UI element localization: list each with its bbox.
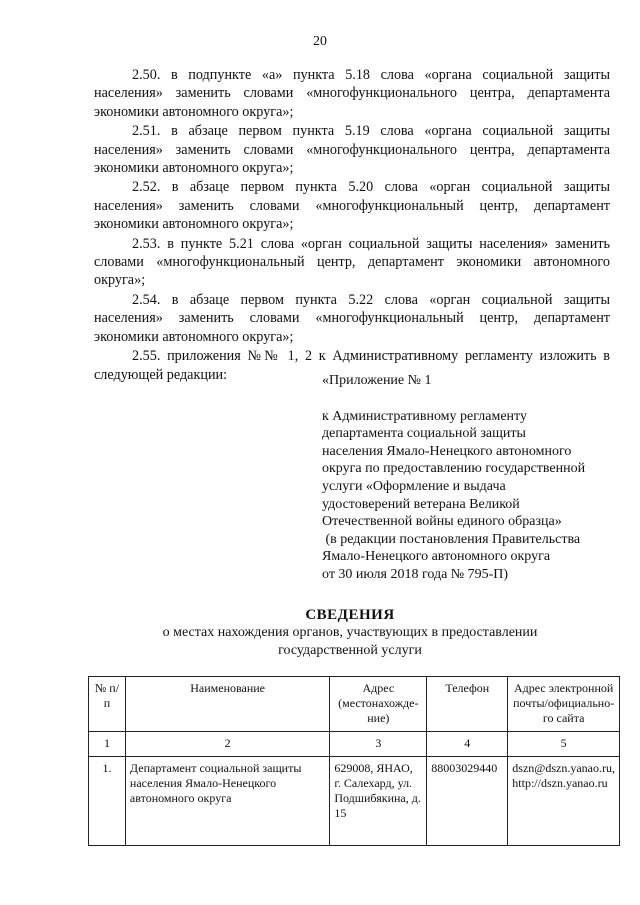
column-number: 4 xyxy=(427,732,508,757)
heading-title: СВЕДЕНИЯ xyxy=(305,607,395,623)
appendix-line: населения Ямало-Ненецкого автономного xyxy=(322,443,572,459)
appendix-title: «Приложение № 1 xyxy=(322,373,432,388)
table-row xyxy=(89,757,620,846)
row-phone: 88003029440 xyxy=(427,757,508,846)
column-number: 3 xyxy=(330,732,427,757)
paragraph-2-55: 2.55. приложения №№ 1, 2 к Административному регламенту изложить в следующей редакции: xyxy=(94,348,610,383)
appendix-line: к Административному регламенту xyxy=(322,408,527,424)
appendix-line: удостоверений ветерана Великой xyxy=(322,496,520,512)
column-number: 5 xyxy=(508,732,620,757)
row-email-site: dszn@dszn.yanao.ru, http://dszn.yanao.ru xyxy=(508,757,620,846)
row-address: 629008, ЯНАО, г. Салехард, ул. Подшибякина, д. 15 xyxy=(330,757,427,846)
appendix-line: услуги «Оформление и выдача xyxy=(322,478,506,494)
header-email-site: Адрес электронной почты/официально-го сайта xyxy=(508,677,620,732)
header-phone: Телефон xyxy=(427,677,508,732)
paragraph-2-51: 2.51. в абзаце первом пункта 5.19 слова «органа социальной защиты населения» заменить словами «многофункционального центра, департамента экономики автономного округа»; xyxy=(94,123,610,177)
appendix-line: округа по предоставлению государственной xyxy=(322,461,586,477)
table-column-numbers-row xyxy=(89,732,620,757)
row-name: Департамент социальной защиты населения Ямало-Ненецкого автономного округа xyxy=(125,757,329,846)
paragraph-2-54: 2.54. в абзаце первом пункта 5.22 слова «орган социальной защиты населения» заменить словами «многофункциональный центр, департамент экономики автономного округа»; xyxy=(94,291,610,345)
header-number: № п/п xyxy=(89,677,126,732)
heading-subtitle-line2: государственной услуги xyxy=(278,643,422,658)
appendix-line: Отечественной войны единого образца» xyxy=(322,514,562,530)
section-heading xyxy=(0,607,640,660)
paragraph-2-53: 2.53. в пункте 5.21 слова «орган социальной защиты населения» заменить словами «многофункциональный центр, департамент экономики автономного округа»; xyxy=(94,235,610,289)
appendix-line: департамента социальной защиты xyxy=(322,426,526,442)
appendix-line: Ямало-Ненецкого автономного округа xyxy=(322,549,551,565)
table-header-row xyxy=(89,677,620,732)
column-number: 1 xyxy=(89,732,126,757)
paragraph-2-50: 2.50. в подпункте «а» пункта 5.18 слова «органа социальной защиты населения» заменить словами «многофункционального центра, департамента экономики автономного округа»; xyxy=(94,67,610,120)
heading-subtitle-line1: о местах нахождения органов, участвующих в предоставлении xyxy=(162,625,538,640)
row-number: 1. xyxy=(89,757,126,846)
appendix-line: (в редакции постановления Правительства xyxy=(322,531,581,547)
header-name: Наименование xyxy=(125,677,329,732)
column-number: 2 xyxy=(125,732,329,757)
amendment-paragraphs xyxy=(94,66,610,385)
paragraph-2-52: 2.52. в абзаце первом пункта 5.20 слова «орган социальной защиты населения» заменить словами «многофункциональный центр, департамент экономики автономного округа»; xyxy=(94,179,610,233)
offices-table xyxy=(88,676,620,846)
header-address: Адрес (местонахожде-ние) xyxy=(330,677,427,732)
appendix-line: от 30 июля 2018 года № 795-П) xyxy=(322,566,509,582)
appendix-block xyxy=(322,372,622,584)
page-number: 20 xyxy=(313,34,327,49)
